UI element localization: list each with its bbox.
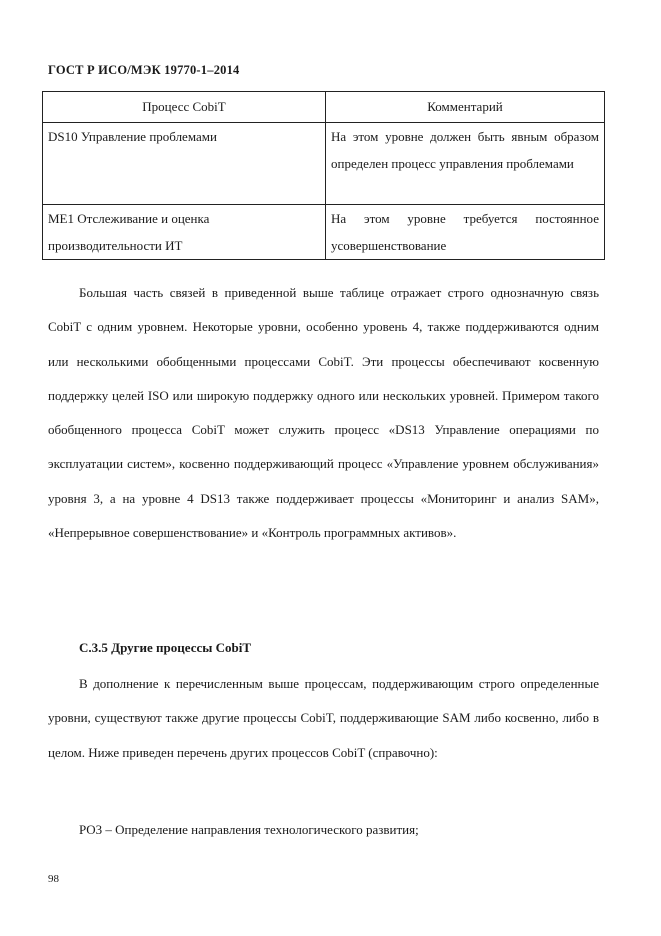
- table-cell-comment: На этом уровне должен быть явным образом определен процесс управления проблемами: [326, 123, 605, 205]
- document-header: ГОСТ Р ИСО/МЭК 19770-1–2014: [48, 63, 240, 77]
- table-row: [43, 205, 605, 260]
- section-heading: С.3.5 Другие процессы CobiT: [79, 640, 252, 655]
- paragraph-other-processes: В дополнение к перечисленным выше процессам, поддерживающим строго определенные уровни, существуют также другие процессы CobiT, поддерживающие SAM либо косвенно, либо в целом. Ниже приведен перечень других процессов CobiT (справочно):: [48, 676, 599, 760]
- paragraph-block: [48, 276, 599, 550]
- cobit-mapping-table: [42, 91, 605, 260]
- table-header-row: [43, 92, 605, 123]
- paragraph-block: [48, 813, 599, 847]
- column-header-process: Процесс CobiT: [43, 92, 326, 123]
- table-cell-process: ME1 Отслеживание и оценка производительности ИТ: [43, 205, 326, 260]
- list-item-po3: PO3 – Определение направления технологического развития;: [79, 822, 419, 837]
- paragraph-block: [48, 667, 599, 770]
- column-header-comment: Комментарий: [326, 92, 605, 123]
- table-cell-process: DS10 Управление проблемами: [43, 123, 326, 205]
- table-cell-comment: На этом уровне требуется постоянное усовершенствование: [326, 205, 605, 260]
- table-row: [43, 123, 605, 205]
- paragraph-cobit-links: Большая часть связей в приведенной выше таблице отражает строго однозначную связь CobiT с одним уровнем. Некоторые уровни, особенно уровень 4, также поддерживаются одним или несколькими обобщенными процессами CobiT. Эти процессы обеспечивают косвенную поддержку целей ISO или широкую поддержку одного или нескольких уровней. Примером такого обобщенного процесса CobiT может служить процесс «DS13 Управление операциями по эксплуатации систем», косвенно поддерживающий процесс «Управление уровнем обслуживания» уровня 3, а на уровне 4 DS13 также поддерживает процессы «Мониторинг и анализ SAM», «Непрерывное совершенствование» и «Контроль программных активов».: [48, 285, 599, 541]
- page-number: 98: [48, 873, 59, 885]
